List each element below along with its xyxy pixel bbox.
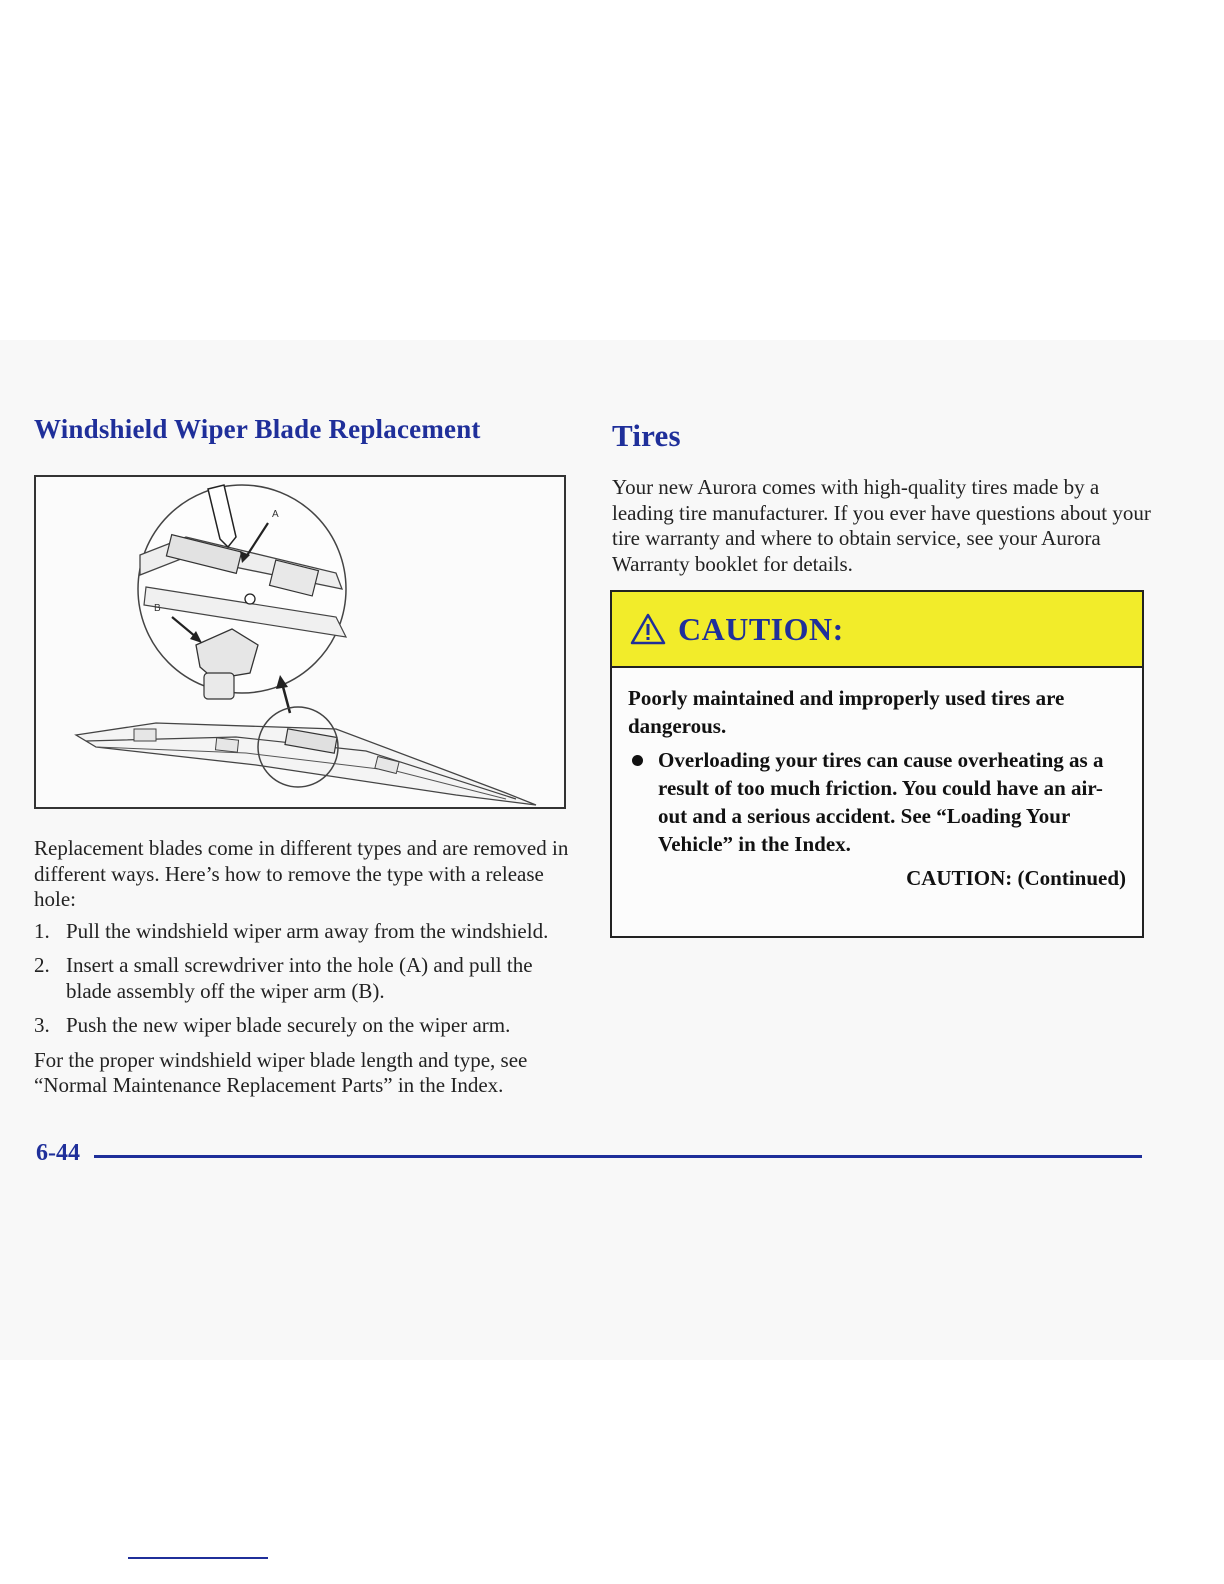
caution-lead-text: Poorly maintained and improperly used tires are dangerous.	[628, 686, 1065, 738]
wiper-step	[34, 919, 574, 945]
tires-body-text: Your new Aurora comes with high-quality tires made by a leading tire manufacturer. If you ever have questions about your tire warranty and where to obtain service, see your Aurora Warranty booklet for details.	[612, 475, 1151, 576]
right-column	[612, 414, 1152, 890]
warning-triangle-icon	[630, 613, 666, 645]
page-number: 6-44	[36, 1140, 80, 1166]
caution-continued-label: CAUTION: (Continued)	[906, 866, 1126, 890]
label-b: B	[154, 603, 161, 614]
step-text: Insert a small screwdriver into the hole (A) and pull the blade assembly off the wiper arm (B).	[66, 953, 533, 1003]
wiper-diagram	[36, 477, 564, 807]
wiper-closing-text: For the proper windshield wiper blade length and type, see “Normal Maintenance Replacement Parts” in the Index.	[34, 1047, 528, 1097]
wiper-step	[34, 1013, 574, 1039]
wiper-intro-text: Replacement blades come in different types and are removed in different ways. Here’s how to remove the type with a release hole:	[34, 836, 569, 911]
page-footer	[36, 1140, 1142, 1170]
step-number: 2.	[34, 953, 50, 977]
wiper-instructions	[34, 836, 574, 1099]
caution-bullet-item	[628, 746, 1126, 858]
step-number: 1.	[34, 918, 50, 943]
label-a: A	[272, 509, 279, 520]
tires-section-title: Tires	[612, 418, 681, 453]
step-number: 3.	[34, 1013, 50, 1037]
step-text: Push the new wiper blade securely on the wiper arm.	[66, 1013, 511, 1037]
wiper-blade-illustration	[34, 475, 566, 809]
wiper-section-title: Windshield Wiper Blade Replacement	[34, 414, 481, 444]
wiper-steps-list	[34, 919, 574, 1039]
wiper-step	[34, 953, 574, 1004]
step-text: Pull the windshield wiper arm away from the windshield.	[66, 918, 549, 943]
caution-box	[610, 590, 1144, 938]
bottom-rule-mark	[128, 1557, 268, 1559]
footer-rule	[94, 1155, 1142, 1158]
left-column	[34, 414, 574, 1097]
caution-header	[612, 592, 1142, 668]
caution-content	[612, 668, 1142, 891]
caution-bullet-text: Overloading your tires can cause overheating as a result of too much friction. You could have an air-out and a serious accident. See “Loading Your Vehicle” in the Index.	[658, 748, 1104, 856]
caution-heading: CAUTION:	[678, 610, 844, 647]
bullet-dot-icon	[632, 755, 643, 766]
